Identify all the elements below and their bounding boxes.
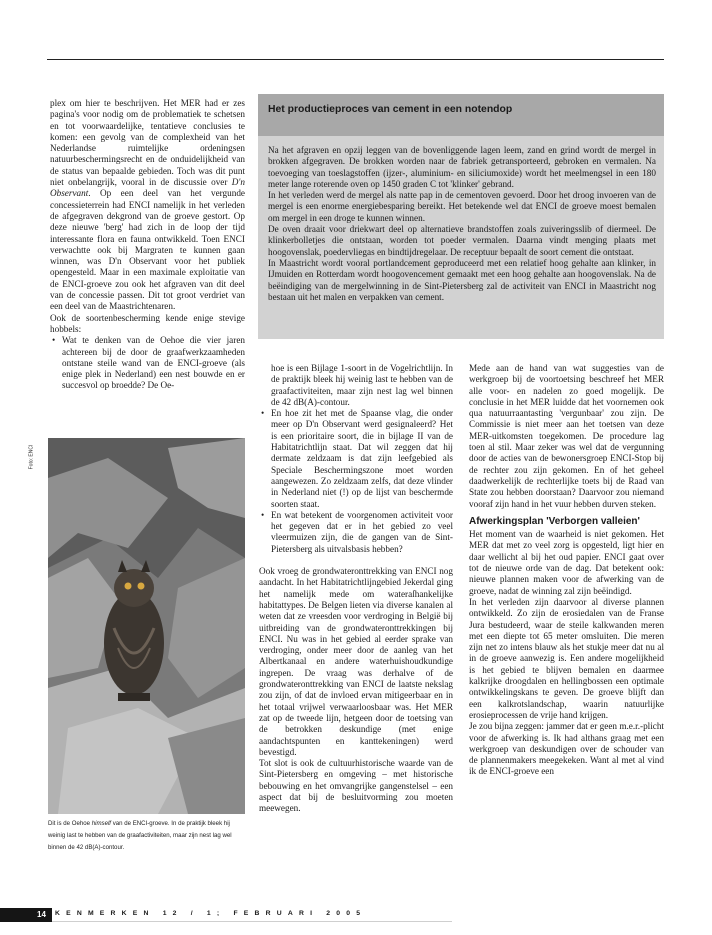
bullet-list (50, 335, 245, 391)
paragraph: hoe is een Bijlage 1-soort in de Vogelrichtlijn. In de praktijk bleek hij weinig last te hebben van de graafactiviteiten, maar zijn nest lag wel binnen de 42 dB(A)-contour. (271, 363, 453, 407)
paragraph: Je zou bijna zeggen: jammer dat er geen m.e.r.-plicht voor de afwerking is. Ik had althans graag met een werkgroep van deskundigen over de schouder van de plannenmakers meegekeken. Want al met al vind ik de ENCI-groeve een (469, 721, 664, 777)
bullet-item: • Wat te denken van de Oehoe die vier jaren achtereen bij de door de graafwerkzaamheden ontstane steile wand van de ENCI-groeve (als enige plek in Nederland) een nest bouwde en er succesvol op broedde? De Oe- (50, 335, 245, 391)
bullet-item: • En hoe zit het met de Spaanse vlag, die onder meer op D'n Observant werd gesignaleerd? Het is een prioritaire soort, die in bijlage II van de Habitatrichtlijn staat. Dat wil zeggen dat hij dermate zeldzaam is dat zijn leefgebied als Speciale Beschermingszone moet worden aangewezen. Zo zeldzaam zelfs, dat deze vlinder in Nederland niet (!) op de lijst van beschermde soorten staat. (259, 408, 453, 510)
paragraph: In het verleden zijn daarvoor al diverse plannen ontwikkeld. Zo zijn de erosiedalen van de Franse Jura bestudeerd, waar de steile kalkwanden meren met een diepte tot 65 meter omsluiten. Die meren zijn net zo intens blauw als het stukje meer dat nu al in de groeve aanwezig is. Een andere mogelijkheid is het gebied te blijven bemalen en daarmee kalkrijke droogdalen en hellingbossen een optimale ontwikkelingskans te geven. De groeve blijft dan een kalkrotslandschap, waarin natuurlijke erosieprocessen de vrije hand krijgen. (469, 596, 664, 720)
bullet-list (259, 408, 453, 555)
paragraph: plex om hier te beschrijven. Het MER had er zes pagina's voor nodig om de problematiek te schetsen en tot voorwaardelijke, tentatieve conclusies te komen: een gevolg van de complexheid van het Nederlandse ruimtelijke ordeningsen natuurbeschermingsrecht en de onduidelijkheid van de status van bepaalde gebieden. Toch was dit punt niet onbelangrijk, vooral in de discussie over D'n Observant. Op een deel van het vergunde concessieterrein had ENCI namelijk in het verleden de afgegraven dekgrond van de groeve gestort. Op deze nieuwe 'berg' had zich in de loop der tijd interessante flora en fauna ontwikkeld. Toen ENCI verwachtte ook bij Margraten te kunnen gaan winnen, was D'n Observant voor het publiek opengesteld. Maar in een maximale exploitatie van de ENCI-groeve zou ook het afgraven van dit deel van de concessie passen. Dit tot groot verdriet van een deel van de Maastrichtenaren. (50, 98, 245, 312)
sidebar-box-header (258, 94, 664, 136)
bullet-item: • En wat betekent de voorgenomen activiteit voor het gegeven dat er in het gebied zo veel vleermuizen zijn, die de gangen van de Sint-Pietersberg als uitvalsbasis hebben? (259, 510, 453, 555)
sidebar-box-title: Het productieproces van cement in een notendop (268, 104, 513, 115)
paragraph: Tot slot is ook de cultuurhistorische waarde van de Sint-Pietersberg en omgeving – met historische bebouwing en het omvangrijke gangenstelsel – een aspect dat bij de besluitvorming zou moeten meewegen. (259, 758, 453, 814)
owl-photo-graphic (48, 438, 245, 814)
paragraph: Na het afgraven en opzij leggen van de bovenliggende lagen leem, zand en grind wordt de mergel in brokken afgegraven. De brokken worden naar de fabriek getransporteerd, gebroken en vermalen. Na toevoeging van toeslagstoffen (ijzer-, aluminium- en siliciumoxide) wordt het meelmengsel in een 180 meter lange roterende oven op 1450 graden C tot 'klinker' gebrand. (268, 145, 656, 189)
paragraph: Het moment van de waarheid is niet gekomen. Het MER dat met zo veel zorg is opgesteld, ligt hier en daar wellicht al bij het oud papier. ENCI gaat over tot de nieuwe orde van de dag. Dat betekent ook: nieuwe plannen maken voor de afwerking van de groeve, nadat de winning zal zijn beëindigd. (469, 529, 664, 596)
paragraph: Mede aan de hand van wat suggesties van de werkgroep bij de voortoetsing beschreef het MER alle voor- en nadelen zo goed mogelijk. De conclusie in het MER luidde dat het voornemen ook qua natuurraantasting 'vergunbaar' zou zijn. De Commissie is niet meer aan het toetsen van deze MER-uitkomsten toegekomen. De procedure lag toen al stil. Maar zeker was wel dat de vergunning door de acties van de bewonersgroep ENCI-Stop bij de rechter zou zijn gekomen. En of het geheel daadwerkelijk de rechterlijke toets bij de Raad van State zou hebben doorstaan? Daarvoor zou niemand vooraf zijn hand in het vuur hebben durven steken. (469, 363, 664, 509)
paragraph: In het verleden werd de mergel als natte pap in de cementoven gevoerd. Door het droog invoeren van de mergel is een enorme energiebesparing bereikt. Het betekende wel dat ENCI de groeve moest bemalen om mergel in een droge te kunnen winnen. (268, 190, 656, 223)
paragraph: De oven draait voor driekwart deel op alternatieve brandstoffen zoals zuiveringsslib of diermeel. De klinkerbolletjes die ontstaan, worden tot poeder vermalen. Daarna vindt menging plaats met hoogovenslak, poedervliegas en bindtijdregelaar. De receptuur bepaalt de soort cement die ontstaat. (268, 224, 656, 257)
paragraph: Ook vroeg de grondwateronttrekking van ENCI nog aandacht. In het Habitatrichtlijngebied Jekerdal ging het namelijk mede om wateraſhankelijke habitattypes. De Belgen lieten via diverse kanalen al weten dat ze vreesden voor verdroging in België bij uitbreiding van de grondwateronttrekkingen bij ENCI. Nu was in het gebied al eerder sprake van verdroging, onder meer door de aanleg van het Albertkanaal en andere waterhuishoudkundige ingrepen. De vraag was derhalve of de grondwateronttrekking van ENCI de laatste nekslag zou zijn, of dat de invloed ervan mitigeerbaar en in het totaal vrijwel verwaarloosbaar was. Het MER zat op de tweede lijn, hetgeen door de toetsing van de betrokken deskundige (met enige aandachtspunten en kanttekeningen) werd bevestigd. (259, 566, 453, 757)
section-heading: Afwerkingsplan 'Verborgen valleien' (469, 515, 640, 527)
text-column-3 (469, 363, 664, 778)
owl-photo (48, 438, 245, 814)
text-column-1 (50, 98, 245, 392)
sidebar-box (258, 94, 664, 339)
text-column-2 (259, 363, 453, 815)
photo-credit: Foto: ENCI (28, 444, 35, 470)
footer-rule (52, 921, 452, 922)
header-rule (47, 59, 664, 60)
page-number: 14 (37, 910, 46, 919)
paragraph: In Maastricht wordt vooral portlandcement geproduceerd met een relatief hoog gehalte aan klinker, in IJmuiden en Rotterdam wordt hoogovencement gemaakt met een hoog gehalte aan hoogovenslak. Na de beëindiging van de mergelwinning in de Sint-Pietersberg zal de activiteit van ENCI in Maastricht nog bestaan uit het malen en verpakken van cement. (268, 257, 656, 302)
photo-caption: Dit is de Oehoe himself van de ENCI-groeve. In de praktijk bleek hij weinig last te hebben van de graafactiviteiten, maar zijn nest lag wel binnen de 42 dB(A)-contour. (48, 820, 232, 851)
sidebar-box-body (268, 145, 656, 303)
footer-running-title: KENMERKEN 12 / 1; FEBRUARI 2005 (55, 910, 367, 917)
paragraph: Ook de soortenbescherming kende enige stevige hobbels: (50, 312, 245, 334)
